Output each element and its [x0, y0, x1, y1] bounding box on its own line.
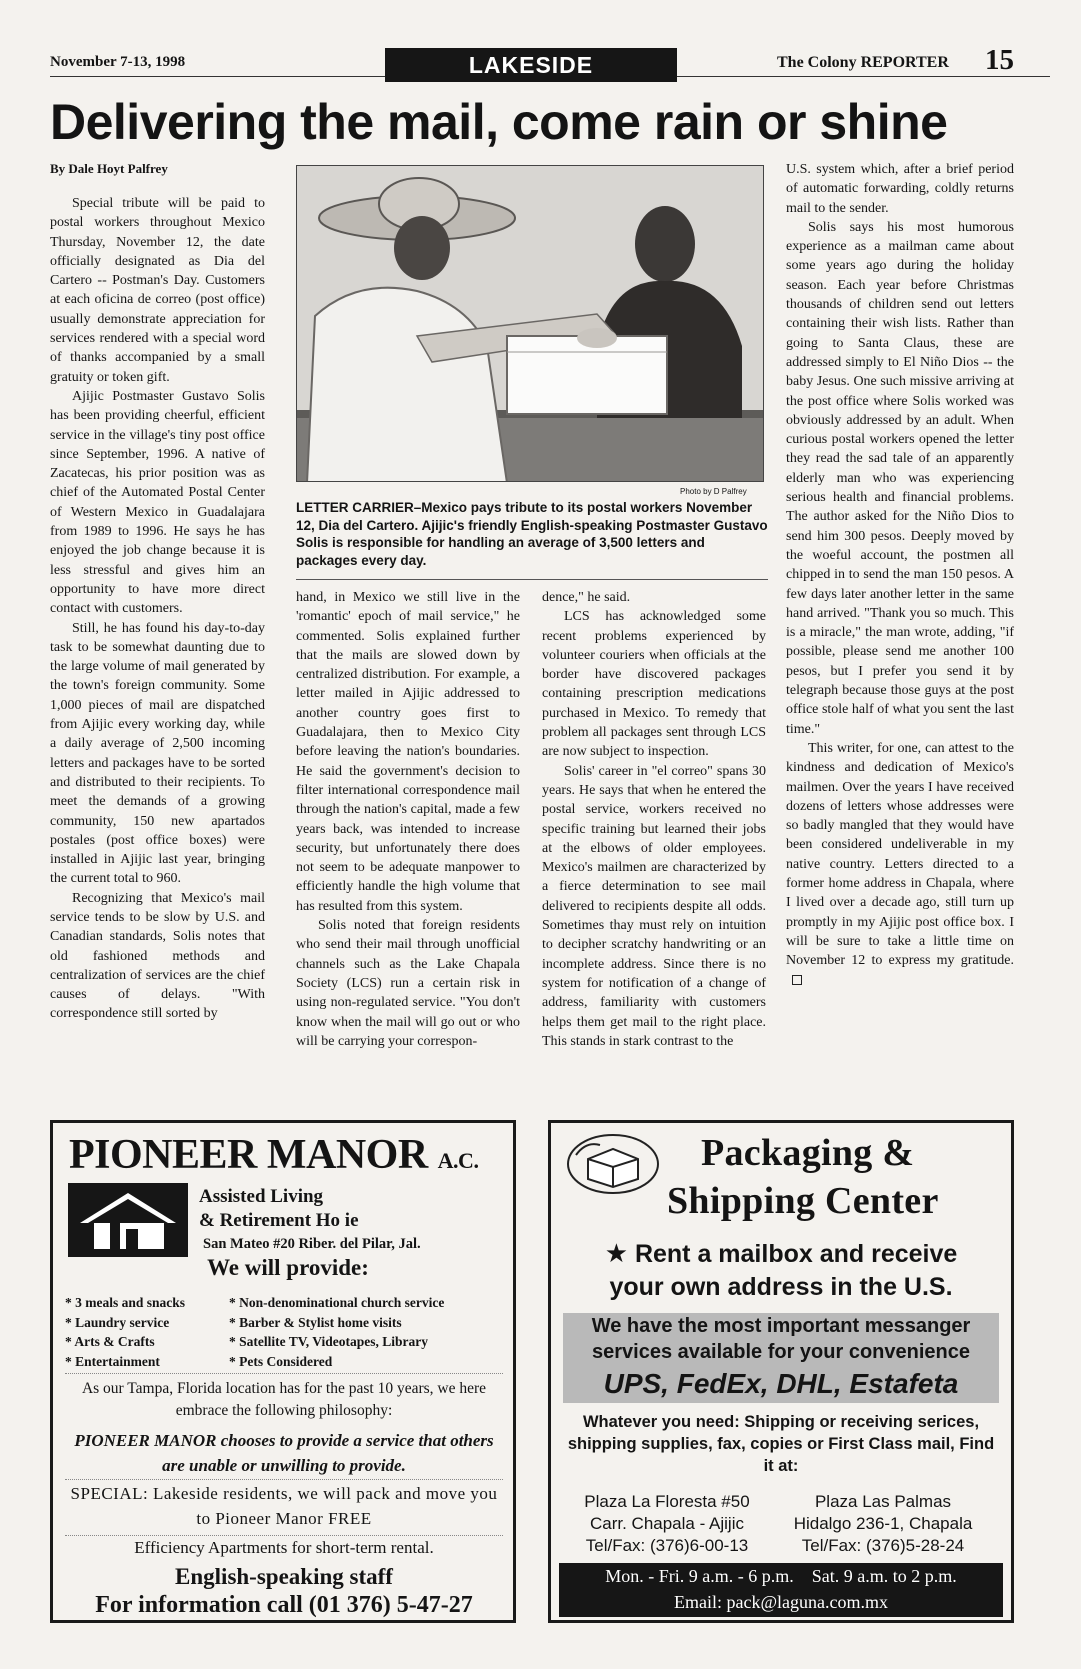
apartments-note: Efficiency Apartments for short-term rental. [134, 1538, 434, 1557]
services-banner-1: We have the most important messanger [563, 1313, 999, 1339]
page-number: 15 [985, 44, 1014, 76]
article-column-4 [786, 160, 1014, 990]
paragraph: LCS has acknowledged some recent problems experienced by volunteer couriers when officials at the border have discovered packages containing prescription medications purchased in Mexico. To remedy that problem all packages sent through LCS are now subject to inspection. [542, 609, 766, 760]
house-logo-icon [68, 1183, 188, 1257]
location-line: Plaza La Floresta #50 [584, 1492, 750, 1511]
headline: Delivering the mail, come rain or shine [50, 94, 948, 150]
location-line: Tel/Fax: (376)6-00-13 [585, 1536, 749, 1555]
byline: By Dale Hoyt Palfrey [50, 161, 168, 176]
mailbox-offer [551, 1238, 1011, 1269]
special-offer: SPECIAL: Lakeside residents, we will pack and move you to Pioneer Manor FREE [70, 1484, 498, 1528]
article-column-1 [50, 194, 265, 1024]
packaging-shipping-ad [548, 1120, 1014, 1623]
paragraph: Solis' career in "el correo" spans 30 years. He says that when he entered the postal service, workers received no specific training but learned their jobs at the elbows of older employees. Mexico's mailmen are characterized by a fierce determination to see mail delivered to recipients despite all odds. Sometimes thay must rely on intuition to decipher scratchy handwriting or an incomplete address. Since there is no system for notification of a change of address, familiarity with customers helps them get mail to the right place. This stands in stark contrast to the [542, 763, 766, 1049]
list-item: * Laundry service [65, 1313, 230, 1333]
ad-title [69, 1131, 478, 1179]
hours-footer [559, 1563, 1003, 1617]
philosophy-statement: PIONEER MANOR chooses to provide a service that others are unable or unwilling to provide. [74, 1431, 494, 1475]
ad-subtitle-1: Assisted Living [199, 1186, 324, 1207]
section-label: LAKESIDE [385, 48, 677, 82]
email-contact: Email: pack@laguna.com.mx [673, 1592, 888, 1612]
photo-caption: LETTER CARRIER–Mexico pays tribute to its postal workers November 12, Dia del Cartero. Ajijic's friendly English-speaking Postmaster Gustavo Solis is responsible for handling an average of 3,500 letters and packages every day. [296, 500, 768, 568]
article-column-3 [542, 588, 766, 1051]
photo-credit: Photo by D Palfrey [680, 487, 747, 496]
ad-title-text: PIONEER MANOR [69, 1132, 428, 1178]
paragraph: hand, in Mexico we still live in the 'romantic' epoch of mail service," he commented. Solis explained further that the mails are slowed down by centralized distribution. For example, a letter mailed in Ajijic addressed to another country goes first to Guadalajara, then to Mexico City before leaving the nation's boundaries. He said the government's decision to filter international correspondence mail through the nation's capital, made a few years back, was intended to increase security, but unfortunately there does not seem to be adequate manpower to efficiently handle the high volume that has resulted from this system. [296, 590, 520, 914]
paragraph-text: This writer, for one, can attest to the kindness and dedication of Mexico's mailmen. Over the years I have received dozens of letters whose addresses were so badly mangled that they would have been considered undeliverable in my native country. Letters directed to a former home address in Chapala, where I lived over a decade ago, still turn up promptly in my Ajijic post office box. I will be sure to take a little time on November 12 to express my gratitude. [786, 740, 1014, 969]
paragraph: Ajijic Postmaster Gustavo Solis has been providing cheerful, efficient service in the village's tiny post office since September, 1996. A native of Zacatecas, his prior position was as chief of the Automated Postal Center of Western Mexico in Guadalajara from 1989 to 1996. He says he has enjoyed the job change because it is less stressful and gives him an opportunity to have more direct contact with customers. [50, 388, 265, 617]
services-description: Whatever you need: Shipping or receiving serices, shipping supplies, fax, copies or First Class mail, Find it at: [567, 1413, 995, 1475]
divider [65, 1479, 503, 1480]
mailbox-offer-text: Rent a mailbox and receive [634, 1240, 958, 1268]
ad-title-line-1: Packaging & [701, 1132, 915, 1174]
divider [65, 1535, 503, 1536]
ad-title-line-2: Shipping Center [667, 1180, 939, 1222]
location-line: Carr. Chapala - Ajijic [589, 1514, 744, 1533]
staff-note: English-speaking staff [175, 1564, 393, 1589]
philosophy-intro: As our Tampa, Florida location has for the past 10 years, we here embrace the following philosophy: [81, 1380, 487, 1419]
caption-rule [296, 579, 768, 580]
issue-date: November 7-13, 1998 [50, 54, 186, 70]
end-mark-icon [792, 975, 802, 985]
pioneer-manor-ad [50, 1120, 516, 1623]
list-item: * 3 meals and snacks [65, 1293, 230, 1313]
paragraph: Still, he has found his day-to-day task to be somewhat daunting due to the large volume of mail generated by the town's foreign community. Some 1,000 pieces of mail are dispatched from Ajijic every working day, while a daily average of 2,500 incoming letters and packages have to be sorted and distributed to their recipients. To meet the demands of a growing community, 150 new apartados postales (post office boxes) were installed in Ajijic last year, bringing the current total to 960. [50, 620, 265, 887]
article-column-2 [296, 588, 520, 1051]
newspaper-name: The Colony REPORTER [777, 54, 949, 71]
location-floresta [567, 1491, 767, 1557]
paragraph: dence," he said. [542, 590, 631, 605]
list-item: * Entertainment [65, 1352, 230, 1372]
ad-address: San Mateo #20 Riber. del Pilar, Jal. [203, 1236, 421, 1252]
location-line: Tel/Fax: (376)5-28-24 [801, 1536, 965, 1555]
weekday-hours: Mon. - Fri. 9 a.m. - 6 p.m. [605, 1566, 794, 1586]
ad-title-suffix: A.C. [437, 1148, 479, 1173]
location-line: Plaza Las Palmas [814, 1492, 952, 1511]
package-logo-icon [566, 1133, 661, 1195]
list-item: * Arts & Crafts [65, 1332, 230, 1352]
divider [65, 1373, 503, 1374]
phone-contact: For information call (01 376) 5-47-27 [95, 1592, 473, 1618]
postmaster-photo [296, 165, 764, 482]
ad-subtitle-2: & Retirement Ho ie [199, 1210, 359, 1231]
paragraph: Recognizing that Mexico's mail service tends to be slow by U.S. and Canadian standards, Solis notes that old fashioned methods and centralization of services are the chief causes of delays. "With correspondence still sorted by [50, 890, 265, 1022]
paragraph: U.S. system which, after a brief period of automatic forwarding, coldly returns mail to the sender. [786, 162, 1014, 216]
services-banner-2: services available for your convenience [563, 1339, 999, 1365]
paragraph [786, 739, 1014, 990]
list-item: * Barber & Stylist home visits [229, 1313, 507, 1333]
list-item: * Pets Considered [229, 1352, 507, 1372]
carriers-banner: UPS, FedEx, DHL, Estafeta [563, 1365, 999, 1403]
services-list-left [65, 1293, 230, 1371]
list-item: * Satellite TV, Videotapes, Library [229, 1332, 507, 1352]
services-list-right [229, 1293, 507, 1371]
star-icon: ★ [604, 1238, 628, 1268]
provide-heading: We will provide: [207, 1255, 369, 1280]
saturday-hours: Sat. 9 a.m. to 2 p.m. [811, 1566, 957, 1586]
list-item: * Non-denominational church service [229, 1293, 507, 1313]
paragraph: Solis noted that foreign residents who send their mail through unofficial channels such as the Lake Chapala Society (LCS) run a certain risk in using non-regulated service. "You don't know when the mail will go out or who will be carrying your correspon- [296, 918, 520, 1049]
us-address-offer: your own address in the U.S. [609, 1273, 953, 1301]
paragraph: Special tribute will be paid to postal workers throughout Mexico Thursday, November 12, the date officially designated as Dia del Cartero -- Postman's Day. Customers at each oficina de correo (post office) usually demonstrate appreciation for services rendered with a special word of thanks accompanied by a small gratuity or token gift. [50, 196, 265, 385]
location-line: Hidalgo 236-1, Chapala [793, 1514, 973, 1533]
hours-row [559, 1563, 1003, 1589]
paragraph: Solis says his most humorous experience as a mailman came about some years ago during the holiday season. Each year before Christmas thousands of children send out letters containing their wish lists. Rather than going to Santa Claus, these are addressed simply to El Niño Dios -- the baby Jesus. One such missive arriving at the post office where Solis worked was obviously addressed by an adult. When curious postal workers opened the letter they read the sad tale of an apparently elderly man who was experiencing serious health and financial problems. The author asked for the Niño Dios to send him 300 pesos. Deeply moved by the woeful account, the postmen all chipped in to send the man 150 pesos. A few days later another letter in the same hand arrived. "Thank you so much. This is a miracle," the man wrote, adding, "if possible, please send me another 100 pesos, but I prefer you send it by telegraph because those guys at the post office stole half of what you sent the last time." [786, 219, 1014, 737]
location-palmas [783, 1491, 983, 1557]
